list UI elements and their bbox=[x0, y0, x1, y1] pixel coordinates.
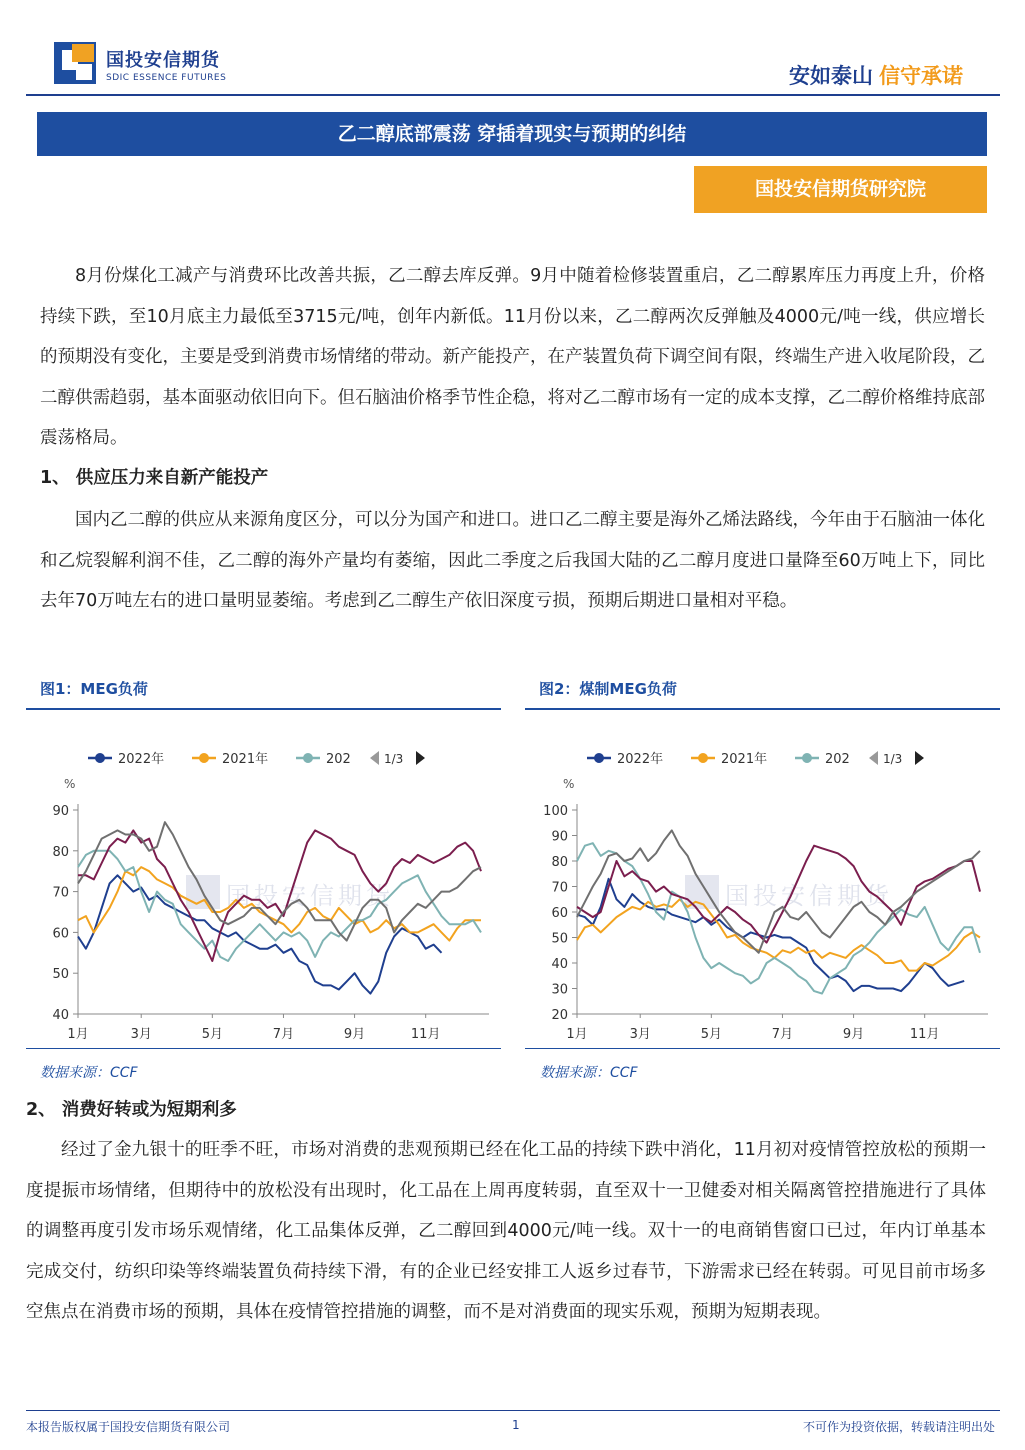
paragraph-supply: 国内乙二醇的供应从来源角度区分，可以分为国产和进口。进口乙二醇主要是海外乙烯法路线，今年由于石脑油一体化和乙烷裂解利润不佳，乙二醇的海外产量均有萎缩，因此二季度之后我国大陆的乙二醇月度进口量降至60万吨上下，同比去年70万吨左右的进口量明显萎缩。考虑到乙二醇生产依旧深度亏损，预期后期进口量相对平稳。 bbox=[40, 510, 985, 611]
y-tick-label: 70 bbox=[52, 885, 69, 901]
legend-swatch-marker bbox=[802, 753, 812, 763]
y-tick-label: 20 bbox=[551, 1008, 568, 1023]
slogan-part-1: 安如泰山 bbox=[789, 64, 873, 88]
legend-label: 202 bbox=[825, 752, 850, 767]
slogan bbox=[789, 60, 963, 90]
figure-bottom-rule bbox=[26, 1048, 501, 1049]
data-source-note: 数据来源：CCF bbox=[540, 1065, 638, 1081]
x-tick-label: 1月 bbox=[566, 1027, 588, 1042]
legend-prev-icon bbox=[370, 751, 379, 765]
figure-bottom-rule bbox=[525, 1048, 1000, 1049]
x-tick-label: 11月 bbox=[909, 1027, 940, 1042]
x-tick-label: 7月 bbox=[771, 1027, 794, 1042]
section-heading-supply: 1、 供应压力来自新产能投产 bbox=[40, 468, 269, 488]
page-number: 1 bbox=[512, 1418, 520, 1432]
figure-coal-meg-load bbox=[525, 674, 1000, 1052]
x-tick-label: 3月 bbox=[130, 1027, 152, 1042]
chart-meg-load bbox=[26, 710, 501, 1048]
watermark-text: 国投安信期货 bbox=[226, 882, 394, 910]
legend-pager: 1/3 bbox=[384, 752, 404, 766]
org-label: 国投安信期货研究院 bbox=[694, 166, 987, 213]
y-tick-label: 50 bbox=[551, 931, 568, 947]
company-logo-icon bbox=[54, 42, 96, 84]
x-tick-label: 9月 bbox=[343, 1027, 366, 1042]
data-source-note: 数据来源：CCF bbox=[40, 1065, 138, 1081]
legend-next-icon bbox=[416, 751, 425, 765]
legend-label: 2021年 bbox=[222, 752, 269, 767]
legend-swatch-marker bbox=[199, 753, 209, 763]
logo-name-en: SDIC ESSENCE FUTURES bbox=[106, 73, 227, 83]
y-tick-label: 40 bbox=[52, 1008, 69, 1023]
y-tick-label: 80 bbox=[52, 844, 69, 860]
x-tick-label: 11月 bbox=[410, 1027, 441, 1042]
y-tick-label: 30 bbox=[551, 982, 568, 998]
legend-swatch-marker bbox=[95, 753, 105, 763]
x-tick-label: 3月 bbox=[629, 1027, 651, 1042]
logo-name-cn: 国投安信期货 bbox=[106, 50, 220, 71]
x-tick-label: 9月 bbox=[842, 1027, 865, 1042]
header-divider bbox=[26, 94, 1000, 96]
x-tick-label: 1月 bbox=[67, 1027, 89, 1042]
figure-title: 图1：MEG负荷 bbox=[40, 680, 148, 698]
footer-disclaimer: 不可作为投资依据，转载请注明出处 bbox=[802, 1420, 995, 1434]
y-tick-label: 60 bbox=[52, 926, 69, 942]
paragraph-demand: 经过了金九银十的旺季不旺，市场对消费的悲观预期已经在化工品的持续下跌中消化，11月初对疫情管控放松的预期一度提振市场情绪，但期待中的放松没有出现时，化工品在上周再度转弱，直至双十一卫健委对相关隔离管控措施进行了具体的调整再度引发市场乐观情绪，化工品集体反弹，乙二醇回到4000元/吨一线。双十一的电商销售窗口已过，年内订单基本完成交付，纺织印染等终端装置负荷持续下滑，有的企业已经安排工人返乡过春节，下游需求已经在转弱。可见目前市场多空焦点在消费市场的预期，具体在疫情管控措施的调整，而不是对消费面的现实乐观，预期为短期表现。 bbox=[26, 1140, 986, 1322]
y-tick-label: 80 bbox=[551, 855, 568, 870]
y-tick-label: 60 bbox=[551, 906, 568, 921]
slogan-part-2: 信守承诺 bbox=[879, 64, 963, 88]
figure-meg-load bbox=[26, 674, 501, 1052]
legend-swatch-marker bbox=[698, 753, 708, 763]
paragraph-intro: 8月份煤化工减产与消费环比改善共振，乙二醇去库反弹。9月中随着检修装置重启，乙二醇累库压力再度上升，价格持续下跌，至10月底主力最低至3715元/吨，创年内新低。11月份以来，乙二醇两次反弹触及4000元/吨一线，供应增长的预期没有变化，主要是受到消费市场情绪的带动。新产能投产，在产装置负荷下调空间有限，终端生产进入收尾阶段，乙二醇供需趋弱，基本面驱动依旧向下。但石脑油价格季节性企稳，将对乙二醇市场有一定的成本支撑，乙二醇价格维持底部震荡格局。 bbox=[40, 266, 985, 448]
legend-prev-icon bbox=[869, 751, 878, 765]
y-tick-label: 90 bbox=[551, 829, 568, 845]
section-heading-demand: 2、 消费好转或为短期利多 bbox=[26, 1100, 237, 1120]
x-tick-label: 7月 bbox=[272, 1027, 295, 1042]
y-tick-label: 50 bbox=[52, 967, 69, 983]
x-tick-label: 5月 bbox=[201, 1027, 223, 1042]
report-title: 乙二醇底部震荡 穿插着现实与预期的纠结 bbox=[37, 112, 987, 156]
chart-coal-meg-load bbox=[525, 710, 1000, 1048]
legend-label: 202 bbox=[326, 752, 351, 767]
y-axis-unit: % bbox=[64, 777, 76, 791]
legend-swatch-marker bbox=[594, 753, 604, 763]
page-header bbox=[0, 0, 1025, 100]
x-tick-label: 5月 bbox=[700, 1027, 722, 1042]
y-axis-unit: % bbox=[563, 777, 575, 791]
watermark-text: 国投安信期货 bbox=[725, 882, 893, 910]
y-tick-label: 70 bbox=[551, 880, 568, 896]
legend-next-icon bbox=[915, 751, 924, 765]
figure-title: 图2：煤制MEG负荷 bbox=[539, 680, 677, 698]
legend-swatch-marker bbox=[303, 753, 313, 763]
legend-label: 2021年 bbox=[721, 752, 768, 767]
y-tick-label: 90 bbox=[52, 804, 69, 819]
y-tick-label: 40 bbox=[551, 957, 568, 972]
legend-label: 2022年 bbox=[118, 752, 165, 767]
legend-pager: 1/3 bbox=[883, 752, 903, 766]
y-tick-label: 100 bbox=[543, 804, 568, 819]
footer-divider bbox=[26, 1410, 1000, 1411]
legend-label: 2022年 bbox=[617, 752, 664, 767]
footer-copyright: 本报告版权属于国投安信期货有限公司 bbox=[26, 1420, 231, 1434]
